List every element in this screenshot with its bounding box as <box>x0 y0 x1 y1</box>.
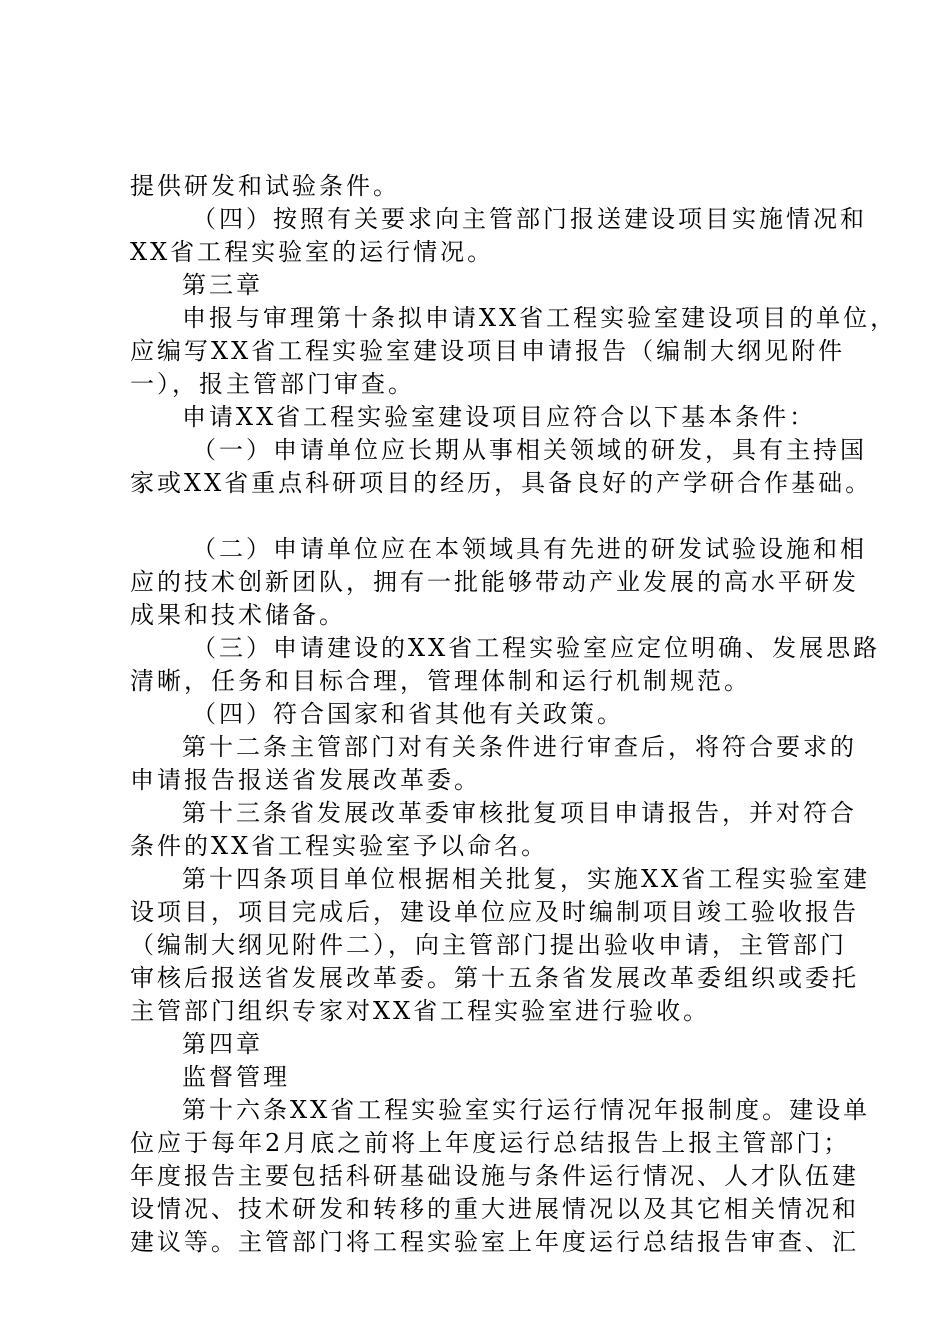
text-line: 设情况、技术研发和转移的重大进展情况以及其它相关情况和 <box>130 1195 859 1223</box>
text-line: 申报与审理第十条拟申请XX省工程实验室建设项目的单位， <box>182 304 898 332</box>
chapter-heading: 第三章 <box>182 271 263 299</box>
paragraph-gap <box>130 500 830 533</box>
text-line: 一），报主管部门审查。 <box>130 370 415 398</box>
text-line: 审核后报送省发展改革委。第十五条省发展改革委组织或委托 <box>130 964 859 992</box>
text-line: 设项目，项目完成后，建设单位应及时编制项目竣工验收报告 <box>130 898 859 926</box>
text-line: 主管部门组织专家对XX省工程实验室进行验收。 <box>130 997 711 1025</box>
text-line: 第十三条省发展改革委审核批复项目申请报告，并对符合 <box>182 799 857 827</box>
text-line: 应的技术创新团队，拥有一批能够带动产业发展的高水平研发 <box>130 568 859 596</box>
text-line: 家或XX省重点科研项目的经历，具备良好的产学研合作基础。 <box>130 469 873 497</box>
text-line: （二）申请单位应在本领域具有先进的研发试验设施和相 <box>192 535 867 563</box>
text-line: 条件的XX省工程实验室予以命名。 <box>130 832 549 860</box>
text-line: （编制大纲见附件二），向主管部门提出验收申请，主管部门 <box>130 931 847 959</box>
text-line: 年度报告主要包括科研基础设施与条件运行情况、人才队伍建 <box>130 1162 859 1190</box>
text-line: 清晰，任务和目标合理，管理体制和运行机制规范。 <box>130 667 751 695</box>
text-line: 建议等。主管部门将工程实验室上年度运行总结报告审查、汇 <box>130 1228 859 1256</box>
text-line: 申请XX省工程实验室建设项目应符合以下基本条件： <box>182 403 817 431</box>
text-line: （四）符合国家和省其他有关政策。 <box>192 700 624 728</box>
text-line: 位应于每年2月底之前将上年度运行总结报告上报主管部门； <box>130 1129 851 1157</box>
text-line: （四）按照有关要求向主管部门报送建设项目实施情况和 <box>192 205 867 233</box>
chapter-heading: 第四章 <box>182 1030 263 1058</box>
text-line: 提供研发和试验条件。 <box>130 172 400 200</box>
section-heading: 监督管理 <box>182 1063 290 1091</box>
text-line: （一）申请单位应长期从事相关领域的研发，具有主持国 <box>192 436 867 464</box>
document-body <box>130 170 898 1259</box>
text-line: 第十六条XX省工程实验室实行运行情况年报制度。建设单 <box>182 1096 871 1124</box>
text-line: 第十四条项目单位根据相关批复，实施XX省工程实验室建 <box>182 865 871 893</box>
text-line: （三）申请建设的XX省工程实验室应定位明确、发展思路 <box>192 634 881 662</box>
text-line: 申请报告报送省发展改革委。 <box>130 766 481 794</box>
text-line: 成果和技术储备。 <box>130 601 346 629</box>
text-line: 第十二条主管部门对有关条件进行审查后，将符合要求的 <box>182 733 857 761</box>
text-line: 应编写XX省工程实验室建设项目申请报告（编制大纲见附件 <box>130 337 846 365</box>
text-line: XX省工程实验室的运行情况。 <box>130 238 495 266</box>
